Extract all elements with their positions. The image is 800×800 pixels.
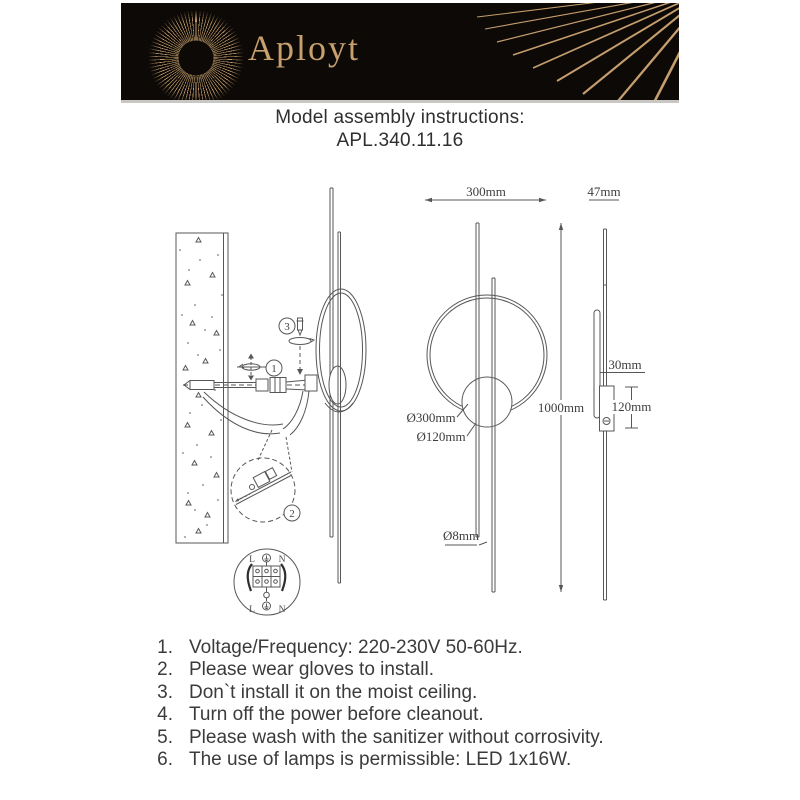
- terminal-neutral-bottom-label: N: [278, 605, 286, 615]
- front-ring: [427, 295, 547, 427]
- brand-banner: [121, 3, 679, 100]
- rod-diameter-label: Ø8mm: [442, 528, 480, 543]
- instruction-item: [150, 637, 604, 659]
- instruction-item: [150, 704, 604, 726]
- terminal-neutral-top-label: N: [278, 555, 286, 565]
- ball-diameter-label: Ø120mm: [416, 429, 466, 444]
- installation-diagram: [176, 188, 366, 615]
- callout-step2: [284, 505, 300, 521]
- technical-drawing: [0, 165, 800, 640]
- item-text: Please wash with the sanitizer without corrosivity.: [189, 726, 604, 748]
- item-number: 4.: [157, 704, 173, 726]
- height-dim-label: 1000mm: [537, 400, 585, 415]
- instruction-item: [150, 749, 604, 771]
- item-number: 1.: [157, 637, 173, 658]
- item-text: The use of lamps is permissible: LED 1x16W.: [189, 749, 572, 771]
- item-number: 2.: [157, 659, 173, 681]
- depth-dim-label: 47mm: [587, 184, 621, 199]
- title-line1: Model assembly instructions:: [275, 107, 525, 128]
- item-number: 6.: [157, 749, 173, 771]
- ring-diameter-dimension: [406, 404, 468, 425]
- front-view: [406, 184, 584, 592]
- width-dim-label: 300mm: [466, 184, 506, 199]
- step1-rotate: [237, 354, 266, 381]
- ring-diameter-label: Ø300mm: [406, 410, 456, 425]
- item-text: Voltage/Frequency: 220-230V 50-60Hz.: [189, 637, 523, 658]
- banner-bottom-edge: [121, 100, 679, 103]
- item-text: Don`t install it on the moist ceiling.: [189, 681, 478, 703]
- offset-dim-label: 30mm: [608, 357, 642, 372]
- side-view: [587, 184, 651, 600]
- callout-step3: [279, 318, 295, 334]
- terminal-detail: [234, 549, 300, 615]
- instruction-item: [150, 659, 604, 681]
- depth-dimension: [587, 184, 620, 200]
- instruction-item: [150, 727, 604, 749]
- instruction-item: [150, 682, 604, 704]
- terminal-live-bottom-label: L: [249, 605, 255, 615]
- rod-diameter-dimension: [443, 528, 487, 545]
- model-number: APL.340.11.16: [336, 130, 464, 151]
- terminal-block: [253, 566, 280, 587]
- callout-1-label: 1: [271, 363, 277, 375]
- callout-2-label: 2: [289, 508, 295, 520]
- item-number: 3.: [157, 681, 173, 703]
- brand-name: Aployt: [248, 28, 361, 68]
- item-number: 5.: [157, 726, 173, 748]
- callout-step1: [266, 360, 282, 376]
- terminal-live-top-label: L: [249, 555, 255, 565]
- item-text: Turn off the power before cleanout.: [189, 704, 484, 726]
- height-dimension: [538, 223, 584, 592]
- instructions-list: [150, 637, 604, 771]
- width-dimension: [425, 184, 546, 202]
- bracket-height-dimension: [612, 387, 652, 428]
- banner-rays-icon: [121, 3, 679, 100]
- document-title: [0, 106, 800, 152]
- bracket-height-label: 120mm: [611, 399, 652, 414]
- item-text: Please wear gloves to install.: [189, 659, 435, 681]
- callout-3-label: 3: [284, 321, 290, 333]
- ball-diameter-dimension: [416, 423, 476, 444]
